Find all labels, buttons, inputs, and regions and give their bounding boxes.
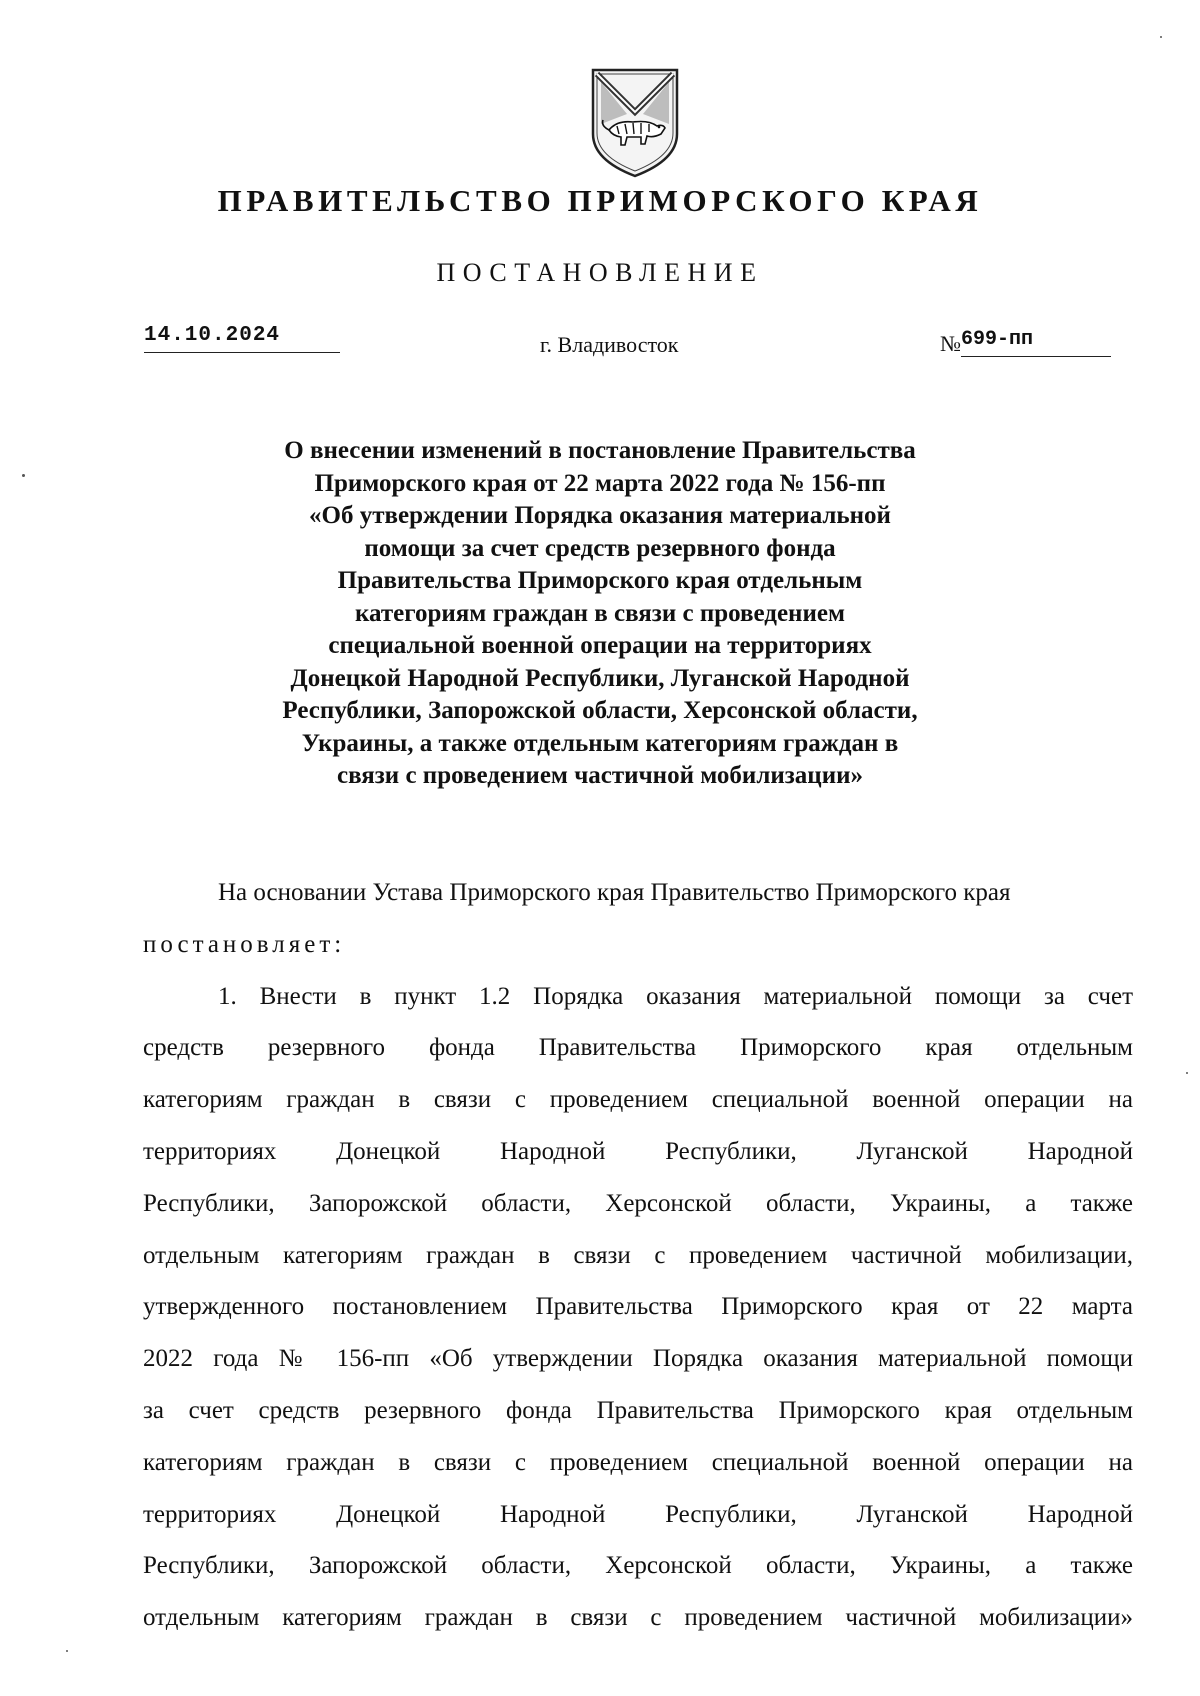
heading-line: связи с проведением частичной мобилизации» — [336, 762, 864, 789]
item-1-line: 1. Внести в пункт 1.2 Порядка оказания материальной помощи за счет — [218, 982, 1133, 1010]
scan-speck — [22, 474, 25, 477]
heading-line: Украины, а также отдельным категориям граждан в — [301, 729, 899, 757]
scan-speck — [66, 1650, 68, 1652]
document-number — [940, 324, 1118, 357]
heading-line: категориям граждан в связи с проведением — [354, 599, 845, 627]
heading-line: Правительства Приморского края отдельным — [337, 567, 863, 594]
preamble-resolves: постановляет: — [143, 930, 346, 958]
item-1-line: территориях Донецкой Народной Республики, Луганской Народной — [143, 1500, 1133, 1528]
heading-line: О внесении изменений в постановление Правительства — [284, 437, 916, 464]
number-value: 699-пп — [961, 328, 1111, 357]
document-heading — [230, 435, 970, 793]
heading-line: «Об утверждении Порядка оказания материальной — [309, 502, 891, 529]
item-1-line: Республики, Запорожской области, Херсонской области, Украины, а также — [143, 1189, 1133, 1217]
number-sign: № — [940, 331, 961, 356]
item-1-line: утвержденного постановлением Правительства Приморского края от 22 марта — [143, 1293, 1133, 1321]
heading-line: специальной военной операции на территориях — [328, 632, 872, 659]
item-1-line: Республики, Запорожской области, Херсонской области, Украины, а также — [143, 1552, 1133, 1580]
item-1-line: средств резервного фонда Правительства Приморского края отдельным — [143, 1034, 1133, 1062]
heading-line: Приморского края от 22 марта 2022 года № 156-пп — [314, 469, 886, 497]
scan-speck — [1160, 36, 1162, 38]
item-1-line: территориях Донецкой Народной Республики, Луганской Народной — [143, 1137, 1133, 1165]
heading-line: Донецкой Народной Республики, Луганской Народной — [290, 664, 910, 692]
item-1-line: отдельным категориям граждан в связи с проведением частичной мобилизации» — [143, 1604, 1133, 1632]
item-1-line: отдельным категориям граждан в связи с проведением частичной мобилизации, — [143, 1241, 1133, 1269]
scan-speck — [1186, 1072, 1188, 1074]
heading-line: помощи за счет средств резервного фонда — [364, 534, 836, 562]
item-1-line: 2022 года № 156-пп «Об утверждении Порядка оказания материальной помощи — [143, 1345, 1133, 1373]
item-1-line: категориям граждан в связи с проведением специальной военной операции на — [143, 1448, 1133, 1476]
item-1-line: категориям граждан в связи с проведением специальной военной операции на — [143, 1086, 1133, 1114]
document-type: ПОСТАНОВЛЕНИЕ — [436, 258, 764, 287]
organization-title: ПРАВИТЕЛЬСТВО ПРИМОРСКОГО КРАЯ — [217, 183, 983, 218]
coat-of-arms-icon — [587, 64, 683, 180]
item-1-line: за счет средств резервного фонда Правительства Приморского края отдельным — [143, 1396, 1133, 1424]
document-date: 14.10.2024 — [144, 324, 340, 353]
document-body — [143, 867, 1133, 1644]
preamble-line: На основании Устава Приморского края Правительство Приморского края — [218, 879, 1011, 906]
document-city: г. Владивосток — [540, 332, 679, 357]
heading-line: Республики, Запорожской области, Херсонской области, — [282, 697, 918, 724]
